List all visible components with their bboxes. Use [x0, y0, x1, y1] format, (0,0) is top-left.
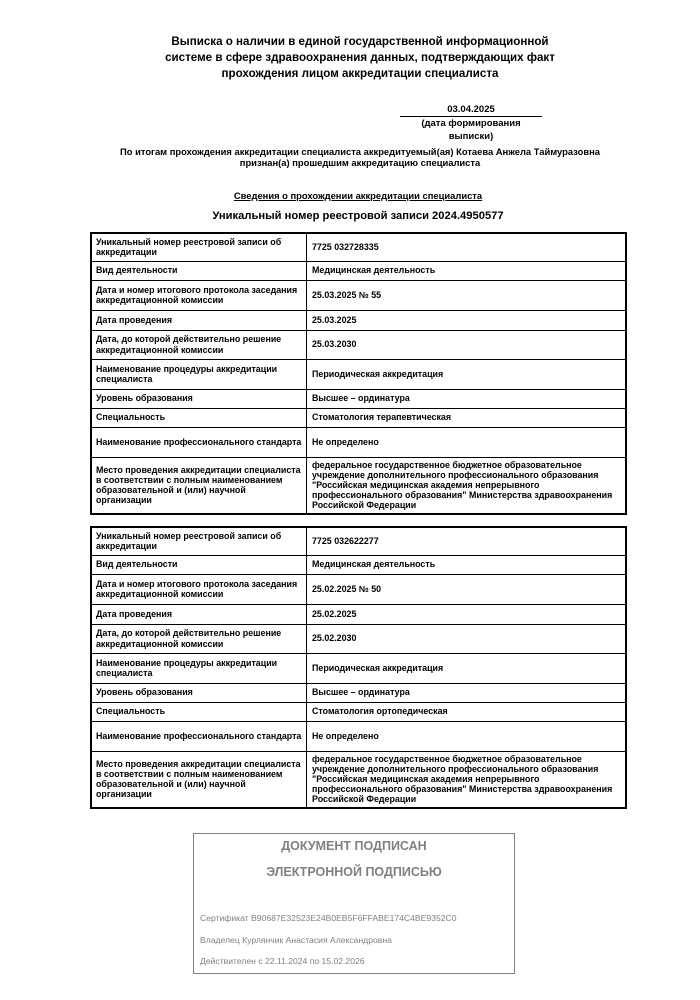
row-label: Наименование профессионального стандарта: [91, 427, 307, 457]
row-label: Дата проведения: [91, 310, 307, 330]
table-row: [91, 702, 626, 721]
table-row: [91, 389, 626, 408]
row-value: 7725 032728335: [307, 233, 627, 261]
table-row: [91, 624, 626, 653]
row-label: Дата проведения: [91, 604, 307, 624]
row-value: федеральное государственное бюджетное образовательное учреждение дополнительного профессионального образования "Российская медицинская академия непрерывного профессионального образования" Министерства здравоохранения Российской Федерации: [307, 751, 627, 808]
row-value: Высшее – ординатура: [307, 683, 627, 702]
issue-date: 03.04.2025: [400, 104, 542, 117]
row-value: 25.02.2025: [307, 604, 627, 624]
stamp-heading-line2: ЭЛЕКТРОННОЙ ПОДПИСЬЮ: [266, 865, 442, 879]
row-label: Уровень образования: [91, 389, 307, 408]
row-label: Вид деятельности: [91, 261, 307, 280]
result-line: По итогам прохождения аккредитации специалиста аккредитуемый(ая) Котаева Анжела Таймуразовна: [120, 146, 600, 157]
row-label: Наименование профессионального стандарта: [91, 721, 307, 751]
row-value: Не определено: [307, 427, 627, 457]
row-value: Периодическая аккредитация: [307, 653, 627, 683]
registry-number-title: Уникальный номер реестровой записи 2024.4950577: [212, 210, 504, 222]
table-row: [91, 310, 626, 330]
row-label: Специальность: [91, 702, 307, 721]
row-label: Дата, до которой действительно решение аккредитационной комиссии: [91, 624, 307, 653]
row-value: 7725 032622277: [307, 527, 627, 555]
table-row: [91, 527, 626, 555]
result-line: признан(а) прошедшим аккредитацию специалиста: [239, 157, 481, 168]
table-row: [91, 555, 626, 574]
row-label: Дата и номер итогового протокола заседания аккредитационной комиссии: [91, 280, 307, 310]
row-value: Периодическая аккредитация: [307, 359, 627, 389]
row-value: 25.02.2030: [307, 624, 627, 653]
row-label: Уровень образования: [91, 683, 307, 702]
document-title: [150, 34, 570, 82]
table-row: [91, 574, 626, 604]
row-value: Медицинская деятельность: [307, 261, 627, 280]
row-value: Медицинская деятельность: [307, 555, 627, 574]
row-value: Стоматология ортопедическая: [307, 702, 627, 721]
table-row: [91, 604, 626, 624]
row-value: 25.03.2025 № 55: [307, 280, 627, 310]
row-value: Высшее – ординатура: [307, 389, 627, 408]
stamp-certificate: Сертификат B90687E32523E24B0EB5F6FFABE174C4BE9352C0: [200, 913, 457, 923]
table-row: [91, 427, 626, 457]
accreditation-result: [80, 146, 640, 168]
row-label: Наименование процедуры аккредитации специалиста: [91, 359, 307, 389]
stamp-owner: Владелец Курлянчик Анастасия Александровна: [200, 935, 392, 945]
issue-date-caption: (дата формирования выписки): [421, 118, 521, 142]
row-value: федеральное государственное бюджетное образовательное учреждение дополнительного профессионального образования "Российская медицинская академия непрерывного профессионального образования" Министерства здравоохранения Российской Федерации: [307, 457, 627, 514]
row-value: 25.03.2025: [307, 310, 627, 330]
electronic-signature-stamp: [193, 833, 515, 974]
table-row: [91, 408, 626, 427]
row-label: Место проведения аккредитации специалиста в соответствии с полным наименованием образовательной и (или) научной организации: [91, 751, 307, 808]
row-value: Не определено: [307, 721, 627, 751]
title-line: системе в сфере здравоохранения данных, подтверждающих факт: [165, 51, 555, 64]
table-row: [91, 721, 626, 751]
title-line: Выписка о наличии в единой государственной информационной: [171, 35, 549, 48]
stamp-heading-line1: ДОКУМЕНТ ПОДПИСАН: [281, 839, 427, 853]
accreditation-record-table: [90, 232, 627, 515]
issue-date-block: [400, 104, 542, 143]
section-title: Сведения о прохождении аккредитации специалиста: [233, 190, 483, 201]
row-value: Стоматология терапевтическая: [307, 408, 627, 427]
row-value: 25.03.2030: [307, 330, 627, 359]
table-row: [91, 653, 626, 683]
table-row: [91, 261, 626, 280]
table-row: [91, 751, 626, 808]
row-label: Специальность: [91, 408, 307, 427]
stamp-validity: Действителен с 22.11.2024 по 15.02.2026: [200, 956, 365, 966]
table-row: [91, 330, 626, 359]
table-row: [91, 457, 626, 514]
row-label: Место проведения аккредитации специалиста в соответствии с полным наименованием образовательной и (или) научной организации: [91, 457, 307, 514]
row-label: Вид деятельности: [91, 555, 307, 574]
row-label: Уникальный номер реестровой записи об аккредитации: [91, 527, 307, 555]
table-row: [91, 359, 626, 389]
row-value: 25.02.2025 № 50: [307, 574, 627, 604]
row-label: Дата, до которой действительно решение аккредитационной комиссии: [91, 330, 307, 359]
table-row: [91, 280, 626, 310]
row-label: Наименование процедуры аккредитации специалиста: [91, 653, 307, 683]
title-line: прохождения лицом аккредитации специалиста: [221, 67, 499, 80]
accreditation-record-table: [90, 526, 627, 809]
row-label: Дата и номер итогового протокола заседания аккредитационной комиссии: [91, 574, 307, 604]
table-row: [91, 233, 626, 261]
row-label: Уникальный номер реестровой записи об аккредитации: [91, 233, 307, 261]
table-row: [91, 683, 626, 702]
